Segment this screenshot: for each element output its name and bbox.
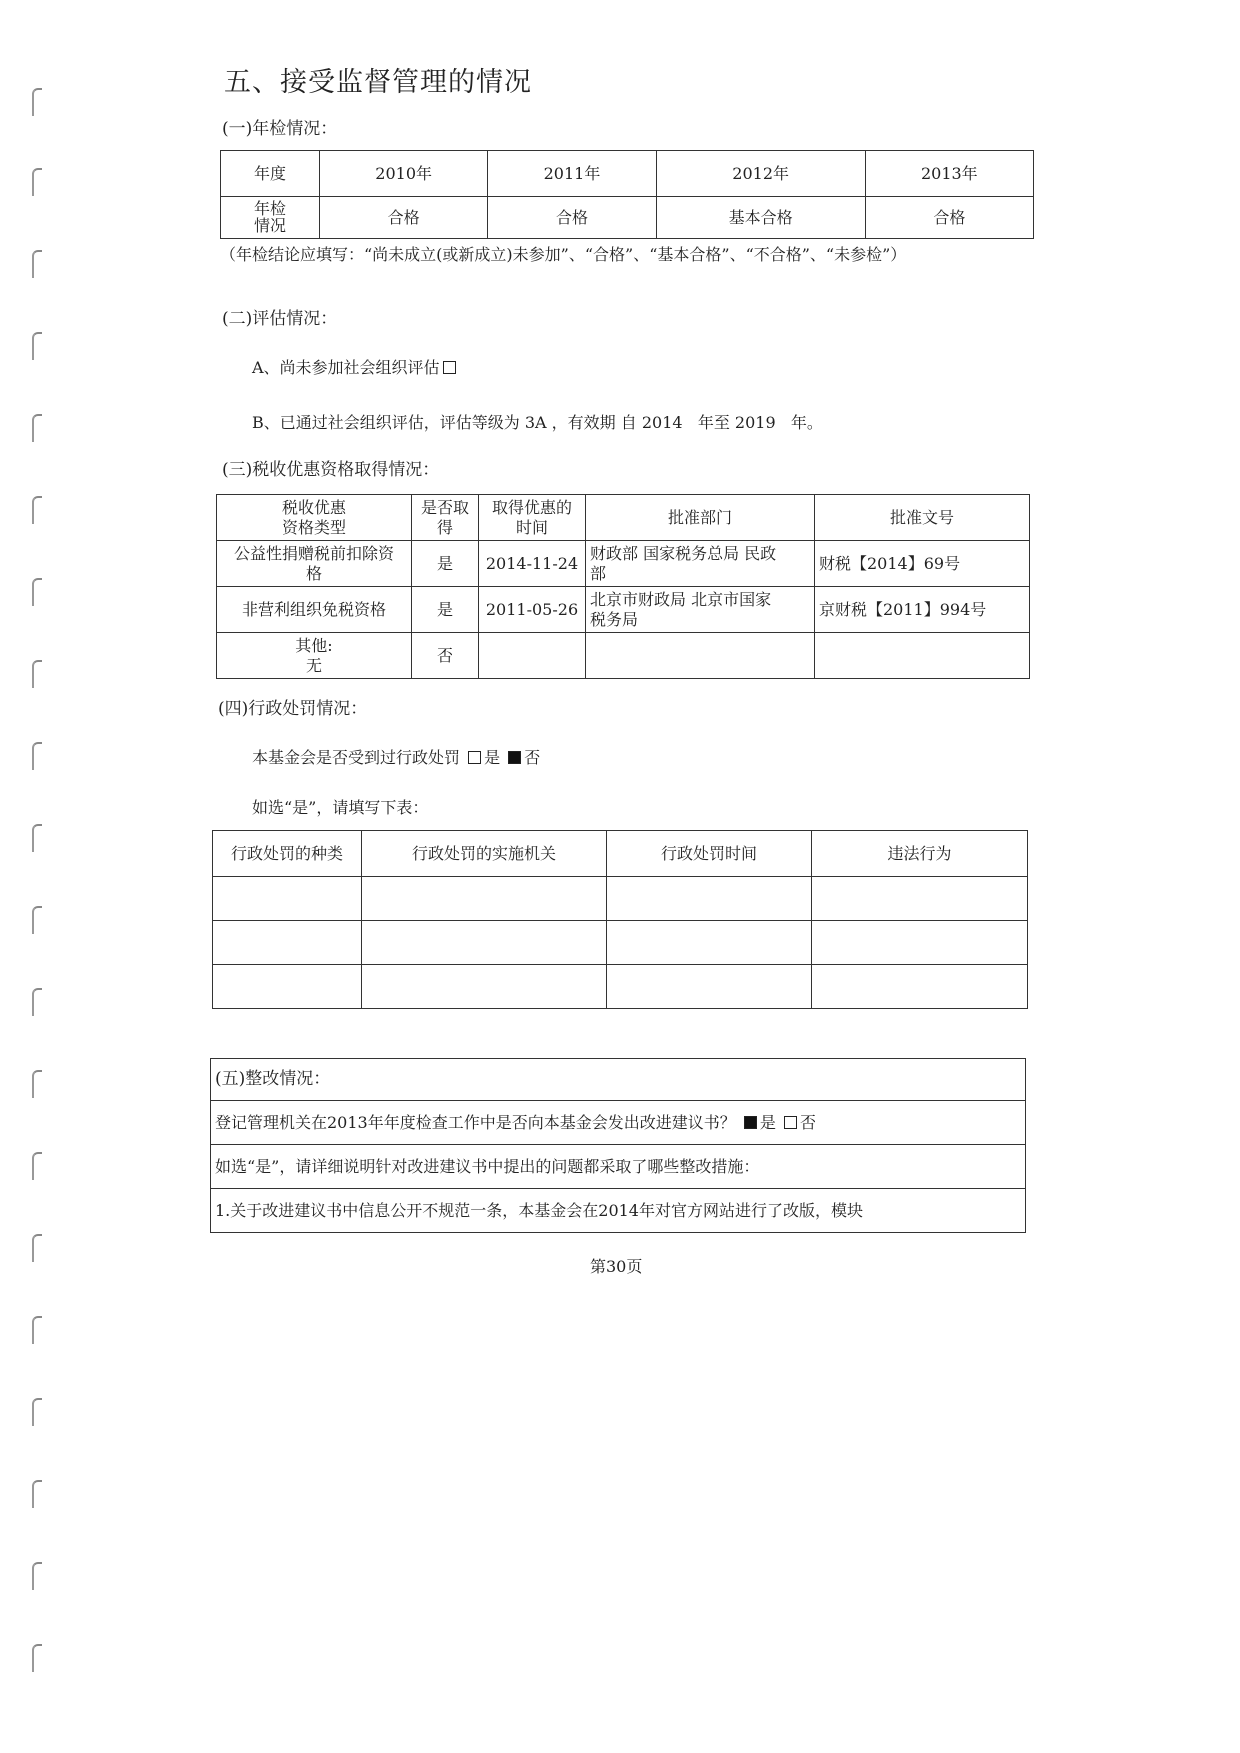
tax-cell: 否 xyxy=(412,633,479,679)
tax-header: 批准部门 xyxy=(586,495,815,541)
tax-cell: 京财税【2011】994号 xyxy=(815,587,1030,633)
evaluation-option-a xyxy=(252,355,459,378)
page-heading: 五、接受监督管理的情况 xyxy=(224,67,532,98)
tax-table xyxy=(216,494,1030,679)
penalty-header: 行政处罚的种类 xyxy=(213,831,362,877)
binding-edge xyxy=(22,0,52,1753)
tax-cell xyxy=(815,633,1030,679)
penalty-yes-label: 是 xyxy=(484,748,501,767)
annual-result: 合格 xyxy=(320,197,488,239)
annual-year: 2013年 xyxy=(865,151,1033,197)
table-row xyxy=(217,541,1030,587)
rectify-prompt: 如选“是”，请详细说明针对改进建议书中提出的问题都采取了哪些整改措施： xyxy=(211,1145,1026,1189)
tax-cell xyxy=(586,633,815,679)
page-number: 第30页 xyxy=(590,1257,643,1276)
tax-cell: 2014-11-24 xyxy=(479,541,586,587)
tax-header: 是否取 得 xyxy=(412,495,479,541)
tax-title: (三)税收优惠资格取得情况： xyxy=(222,460,440,480)
rectify-item: 1.关于改进建议书中信息公开不规范一条，本基金会在2014年对官方网站进行了改版，模块 xyxy=(211,1189,1026,1233)
checked-box-icon xyxy=(508,751,521,764)
annual-title: (一)年检情况： xyxy=(222,119,338,139)
penalty-header: 违法行为 xyxy=(812,831,1028,877)
annual-result: 合格 xyxy=(488,197,656,239)
table-row xyxy=(217,633,1030,679)
penalty-fill-note: 如选“是”，请填写下表： xyxy=(252,798,429,817)
table-row xyxy=(213,921,1028,965)
rectify-question: 登记管理机关在2013年年度检查工作中是否向本基金会发出改进建议书？ xyxy=(215,1112,736,1132)
annual-year: 2011年 xyxy=(488,151,656,197)
tax-cell: 财政部 国家税务总局 民政 部 xyxy=(586,541,815,587)
checkbox-icon xyxy=(784,1116,797,1129)
rectify-title: (五)整改情况： xyxy=(211,1059,1026,1101)
tax-cell: 2011-05-26 xyxy=(479,587,586,633)
evaluation-title: (二)评估情况： xyxy=(222,309,338,329)
penalty-header: 行政处罚时间 xyxy=(607,831,812,877)
penalty-no-label: 否 xyxy=(524,748,541,767)
penalty-header: 行政处罚的实施机关 xyxy=(362,831,607,877)
penalty-title: (四)行政处罚情况： xyxy=(218,699,368,719)
rectify-yes-label: 是 xyxy=(759,1112,776,1132)
tax-header: 取得优惠的 时间 xyxy=(479,495,586,541)
tax-cell xyxy=(479,633,586,679)
tax-header: 税收优惠 资格类型 xyxy=(217,495,412,541)
penalty-table xyxy=(212,830,1028,1009)
tax-cell: 北京市财政局 北京市国家 税务局 xyxy=(586,587,815,633)
evaluation-option-a-label: A、尚未参加社会组织评估 xyxy=(252,358,440,377)
annual-result: 基本合格 xyxy=(656,197,865,239)
checkbox-icon xyxy=(468,751,481,764)
table-row xyxy=(213,965,1028,1009)
rectify-question-row xyxy=(211,1101,1026,1145)
tax-cell: 财税【2014】69号 xyxy=(815,541,1030,587)
annual-result: 合格 xyxy=(865,197,1033,239)
annual-note: （年检结论应填写：“尚未成立(或新成立)未参加”、“合格”、“基本合格”、“不合格”、“未参检”） xyxy=(220,245,907,264)
tax-cell: 是 xyxy=(412,541,479,587)
rectify-table xyxy=(210,1058,1026,1233)
table-row xyxy=(217,587,1030,633)
tax-cell: 非营利组织免税资格 xyxy=(217,587,412,633)
rectify-no-label: 否 xyxy=(799,1112,816,1132)
tax-cell: 其他: 无 xyxy=(217,633,412,679)
annual-result-label: 年检 情况 xyxy=(221,197,320,239)
penalty-question-line xyxy=(252,745,540,768)
tax-header: 批准文号 xyxy=(815,495,1030,541)
annual-year: 2012年 xyxy=(656,151,865,197)
tax-cell: 公益性捐赠税前扣除资 格 xyxy=(217,541,412,587)
annual-year-label: 年度 xyxy=(221,151,320,197)
tax-cell: 是 xyxy=(412,587,479,633)
evaluation-option-b: B、已通过社会组织评估，评估等级为 3A ，有效期 自 2014 年至 2019 年。 xyxy=(252,413,823,432)
penalty-question: 本基金会是否受到过行政处罚 xyxy=(252,748,461,767)
checkbox-icon xyxy=(443,361,456,374)
checked-box-icon xyxy=(744,1116,757,1129)
table-row xyxy=(213,877,1028,921)
annual-year: 2010年 xyxy=(320,151,488,197)
annual-table xyxy=(220,150,1034,239)
